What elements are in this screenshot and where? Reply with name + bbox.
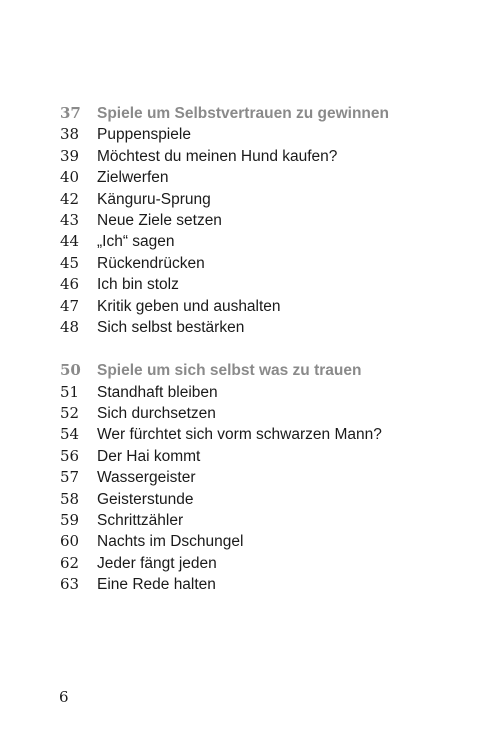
entry-title: Sich selbst bestärken	[97, 318, 245, 336]
entry-title: Neue Ziele setzen	[97, 211, 222, 229]
toc-entry	[60, 403, 480, 424]
entry-page-number: 57	[60, 468, 80, 487]
entry-page-number: 62	[60, 553, 80, 572]
toc-entry	[60, 489, 480, 510]
entry-page-number: 52	[60, 404, 80, 423]
entry-title: Rückendrücken	[97, 254, 205, 272]
entry-page-number: 56	[60, 446, 80, 465]
entry-title: Puppenspiele	[97, 126, 191, 144]
entry-title: Sich durchsetzen	[97, 405, 216, 423]
section-heading	[60, 360, 480, 381]
entry-page-number: 42	[60, 189, 80, 208]
entry-page-number: 59	[60, 511, 80, 530]
heading-title: Spiele um sich selbst was zu trauen	[97, 362, 362, 380]
entry-title: Der Hai kommt	[97, 447, 201, 465]
toc-section-daring	[60, 360, 480, 595]
entry-title: Nachts im Dschungel	[97, 533, 244, 551]
entry-title: Jeder fängt jeden	[97, 554, 217, 572]
entry-title: Kritik geben und aushalten	[97, 297, 281, 315]
heading-title: Spiele um Selbstvertrauen zu gewinnen	[97, 105, 389, 122]
entry-title: Geisterstunde	[97, 490, 194, 508]
entry-title: Känguru-Sprung	[97, 190, 211, 208]
toc-section-self-confidence	[60, 103, 480, 338]
entry-title: Standhaft bleiben	[97, 383, 218, 401]
entry-page-number: 45	[60, 253, 80, 272]
entry-page-number: 40	[60, 168, 80, 187]
toc-entry	[60, 274, 480, 295]
toc-entry	[60, 146, 480, 167]
toc-entry	[60, 553, 480, 574]
entry-page-number: 44	[60, 232, 80, 251]
entry-title: Zielwerfen	[97, 169, 169, 187]
entry-title: „Ich“ sagen	[97, 233, 175, 251]
entry-page-number: 46	[60, 275, 80, 294]
toc-entry	[60, 253, 480, 274]
entry-page-number: 47	[60, 296, 80, 315]
entry-title: Ich bin stolz	[97, 276, 179, 294]
toc-entry	[60, 231, 480, 252]
heading-page-number: 37	[60, 104, 81, 122]
entry-page-number: 39	[60, 146, 80, 165]
heading-page-number: 50	[60, 361, 81, 380]
entry-page-number: 60	[60, 532, 80, 551]
entry-page-number: 54	[60, 425, 80, 444]
page-number: 6	[59, 688, 69, 706]
toc-entry	[60, 574, 480, 595]
entry-page-number: 48	[60, 317, 80, 336]
entry-page-number: 43	[60, 210, 80, 229]
section-heading	[60, 103, 480, 124]
toc-entry	[60, 510, 480, 531]
entry-title: Wer fürchtet sich vorm schwarzen Mann?	[97, 426, 382, 444]
toc-entry	[60, 446, 480, 467]
entry-title: Eine Rede halten	[97, 576, 216, 594]
toc-entry	[60, 167, 480, 188]
entry-page-number: 63	[60, 575, 80, 594]
toc-entry	[60, 317, 480, 338]
entry-page-number: 51	[60, 382, 80, 401]
toc-entry	[60, 382, 480, 403]
toc-entry	[60, 124, 480, 145]
toc-entry	[60, 210, 480, 231]
table-of-contents	[60, 103, 480, 596]
entry-title: Wassergeister	[97, 469, 196, 487]
entry-title: Schrittzähler	[97, 512, 184, 530]
entry-page-number: 38	[60, 125, 80, 144]
toc-entry	[60, 296, 480, 317]
entry-page-number: 58	[60, 489, 80, 508]
toc-entry	[60, 189, 480, 210]
toc-entry	[60, 531, 480, 552]
toc-entry	[60, 467, 480, 488]
entry-title: Möchtest du meinen Hund kaufen?	[97, 147, 338, 165]
toc-entry	[60, 424, 480, 445]
